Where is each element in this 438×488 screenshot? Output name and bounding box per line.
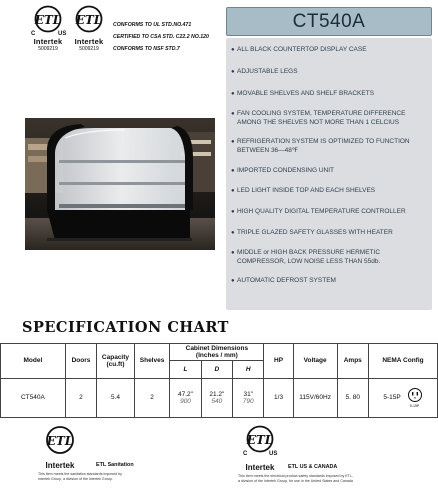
cell-shelves: 2: [134, 378, 170, 417]
svg-text:C: C: [31, 31, 36, 37]
etl-mark-icon: [28, 4, 68, 38]
col-model: Model: [1, 344, 66, 379]
feature-text: MOVABLE SHELVES AND SHELF BRACKETS: [237, 89, 375, 97]
feature-text: HIGH QUALITY DIGITAL TEMPERATURE CONTROLLER: [237, 208, 406, 216]
conformance-line: CERTIFIED TO CSA STD. C22.2 NO.120: [113, 34, 209, 40]
bullet-icon: ●: [231, 188, 235, 195]
cabinet-units-label: (Inches / mm): [195, 352, 238, 360]
svg-text:US: US: [58, 31, 67, 37]
l-inches: 47.2": [178, 390, 193, 398]
cert-note: Intertek Group, a division of the Intertek Group.: [38, 476, 113, 481]
feature-item: [231, 110, 428, 128]
cell-doors: 2: [65, 378, 96, 417]
feature-text: ALL BLACK COUNTERTOP DISPLAY CASE: [237, 46, 367, 53]
features-list: [226, 38, 432, 310]
conformance-list: [113, 19, 223, 55]
product-photo: [25, 118, 215, 250]
feature-text: FAN COOLING SYSTEM, TEMPERATURE DIFFERENCE AMONG THE SHELVES NOT MORE THAN 1 CELCIUS: [237, 110, 406, 127]
cert-label: ETL US & CANADA: [288, 464, 338, 470]
bullet-icon: ●: [231, 111, 235, 118]
intertek-wordmark: Intertek: [245, 463, 275, 472]
col-shelves: Shelves: [134, 344, 170, 379]
plug-label: 5-15P: [409, 404, 420, 409]
feature-text: ADJUSTABLE LEGS: [237, 67, 298, 75]
cell-model: CT540A: [1, 378, 66, 417]
l-mm: 900: [180, 397, 191, 405]
conformance-line: CONFORMS TO UL STD.NO.471: [113, 22, 192, 28]
conformance-line: CONFORMS TO NSF STD.7: [113, 46, 180, 52]
svg-text:US: US: [269, 451, 278, 457]
svg-text:ETL: ETL: [75, 13, 103, 27]
h-mm: 790: [242, 397, 254, 405]
cabinet-dimensions-label: Cabinet Dimensions: [185, 345, 249, 353]
cert-label: ETL Sanitation: [96, 462, 134, 468]
bullet-icon: ●: [231, 249, 235, 256]
etl-sanitation-cert: [38, 424, 168, 481]
intertek-wordmark: Intertek: [45, 461, 75, 470]
etl-listed-mark-icon: [241, 424, 279, 458]
col-h: H: [233, 361, 264, 378]
feature-text: LED LIGHT INSIDE TOP AND EACH SHELVES: [237, 187, 376, 195]
bullet-icon: ●: [231, 47, 235, 53]
col-capacity: Capacity (cu.ft): [97, 344, 135, 379]
feature-item: [231, 277, 428, 286]
feature-item: [231, 167, 428, 176]
svg-text:ETL: ETL: [34, 13, 62, 27]
table-row: [1, 378, 438, 417]
feature-text: AUTOMATIC DEFROST SYSTEM: [237, 277, 336, 285]
feature-item: [231, 249, 428, 267]
svg-text:ETL: ETL: [246, 433, 274, 447]
col-voltage: Voltage: [293, 344, 337, 379]
cell-l: [170, 378, 201, 417]
feature-item: [231, 187, 428, 196]
cell-h: [233, 378, 264, 417]
bullet-icon: ●: [231, 68, 235, 75]
feature-item: [231, 90, 428, 99]
col-l: L: [170, 361, 201, 378]
intertek-wordmark: Intertek: [74, 37, 104, 46]
etl-logo-sanitation: [67, 4, 111, 52]
bullet-icon: ●: [231, 278, 235, 285]
feature-item: [231, 229, 428, 238]
col-amps: Amps: [337, 344, 368, 379]
cell-d: [201, 378, 232, 417]
plug-outlet-icon: [407, 387, 423, 408]
cert-number: 5009219: [38, 46, 58, 52]
nema-value: 5-15P: [383, 394, 401, 402]
cell-nema: [368, 378, 437, 417]
feature-text: IMPORTED CONDENSING UNIT: [237, 166, 335, 174]
feature-item: [231, 68, 428, 77]
d-mm: 540: [211, 397, 223, 405]
feature-item: [231, 208, 428, 217]
feature-item: [231, 138, 428, 156]
svg-text:C: C: [243, 451, 248, 457]
feature-text: REFRIGERATION SYSTEM IS OPTIMIZED TO FUNCTION BETWEEN 36—48℉: [237, 137, 410, 154]
col-doors: Doors: [65, 344, 96, 379]
cert-number: 5009219: [79, 46, 99, 52]
bullet-icon: ●: [231, 138, 235, 145]
col-hp: HP: [264, 344, 293, 379]
cell-amps: 5. 80: [337, 378, 368, 417]
col-cabinet-dimensions: [170, 344, 264, 361]
cert-note: a division of the Intertek Group, for use in the United States and Canada: [238, 478, 353, 483]
spec-table: [0, 343, 438, 418]
model-title-box: [226, 7, 432, 36]
cert-note: This item meets the electrical product safety standards imposed by ETL,: [238, 474, 353, 478]
h-inches: 31": [243, 390, 253, 398]
col-d: D: [201, 361, 232, 378]
bullet-icon: ●: [231, 209, 235, 216]
intertek-wordmark: Intertek: [33, 37, 63, 46]
cell-capacity: 5.4: [97, 378, 135, 417]
display-case-illustration: [25, 118, 215, 250]
cell-hp: 1/3: [264, 378, 293, 417]
table-header-row: [1, 344, 438, 361]
col-nema: NEMA Config: [368, 344, 437, 379]
feature-item: [231, 46, 428, 55]
etl-us-canada-cert: [238, 424, 388, 483]
cert-note: This item meets the sanitation standards imposed by: [38, 472, 122, 476]
etl-mark-icon: [43, 424, 77, 456]
model-title: CT540A: [292, 10, 366, 32]
bullet-icon: ●: [231, 90, 235, 97]
etl-mark-icon: [69, 4, 109, 38]
svg-text:ETL: ETL: [46, 434, 74, 448]
cell-voltage: 115V/60Hz: [293, 378, 337, 417]
feature-text: MIDDLE or HIGH BACK PRESSURE HERMETIC COMPRESSOR, LOW NOISE LESS THAN 55db.: [237, 248, 381, 265]
bullet-icon: ●: [231, 229, 235, 236]
bullet-icon: ●: [231, 167, 235, 174]
etl-logo-listed: [26, 4, 70, 52]
d-inches: 21.2": [209, 390, 225, 398]
spec-chart-title: SPECIFICATION CHART: [22, 319, 229, 336]
feature-text: TRIPLE GLAZED SAFETY GLASSES WITH HEATER: [237, 228, 393, 236]
